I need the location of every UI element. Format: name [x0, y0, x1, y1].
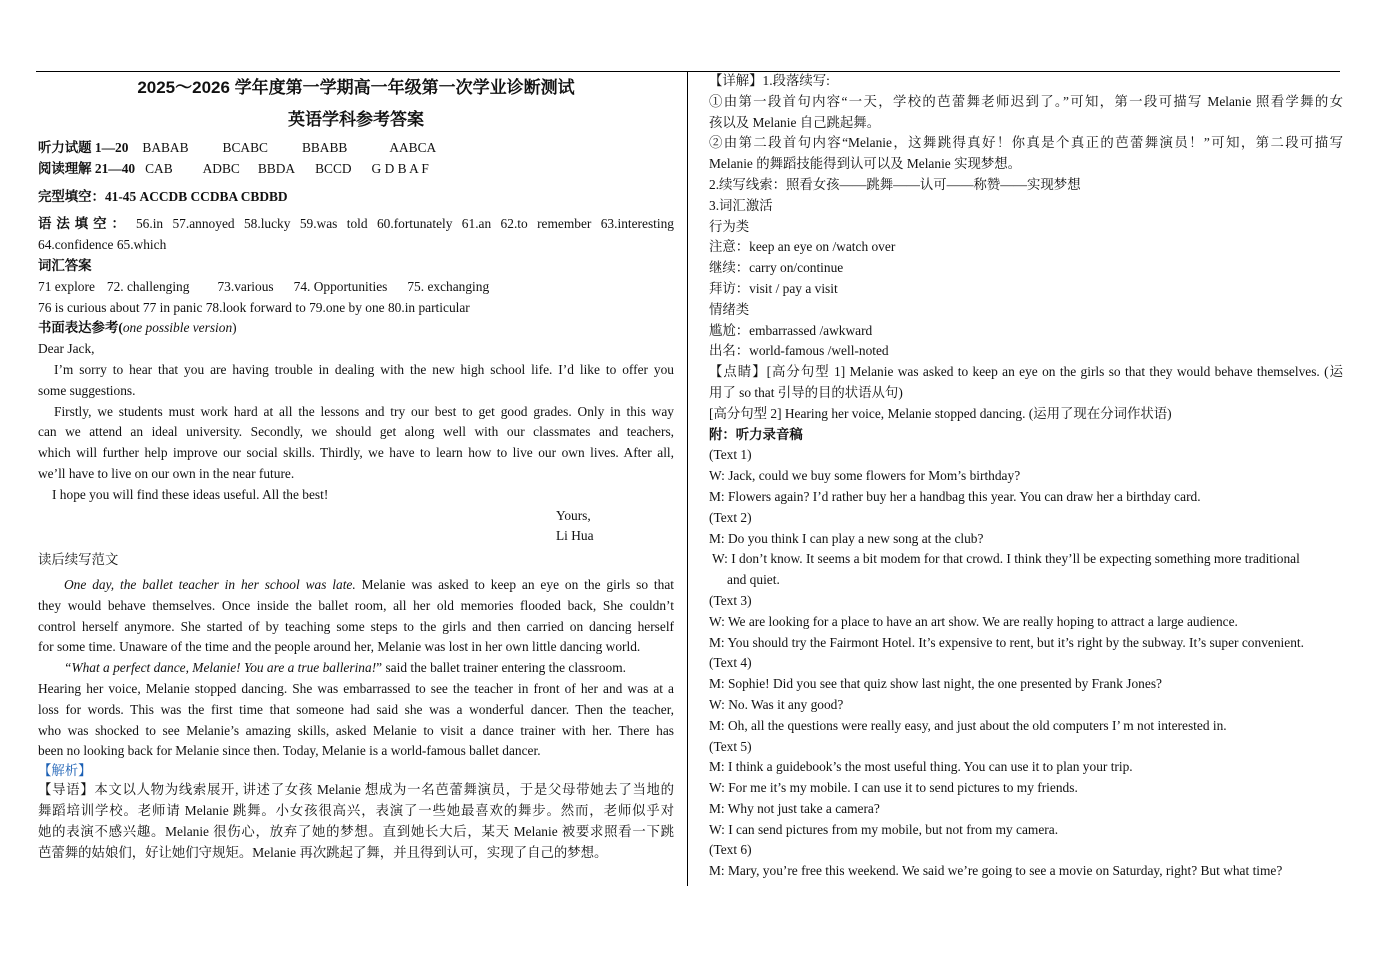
letter-salutation: Dear Jack, [38, 341, 95, 357]
analysis-label: 【解析】 [38, 763, 92, 779]
detail-line: 注意：keep an eye on /watch over [709, 239, 896, 255]
transcript-line: M: You should try the Fairmont Hotel. It’s expensive to rent, but it’s right by the subway. It’s super convenient. [709, 634, 1304, 650]
detail-line: 【详解】1.段落续写: [709, 73, 830, 88]
transcript-line: (Text 3) [709, 592, 752, 608]
guide-line: 芭蕾舞的姑娘们，好让她们守规矩。Melanie 再次跳起了舞，并且得到认可，实现了自己的梦想。 [38, 844, 608, 860]
letter-line: Firstly, we students must work hard at all the lessons and try our best to get good grades. Only in this way [54, 403, 674, 419]
vocab-item: 75. exchanging [407, 278, 490, 294]
guide-line: 舞蹈培训学校。老师请 Melanie 跳舞。小女孩很高兴，表演了一些她最喜欢的舞步。然而，老师似乎对 [38, 802, 674, 818]
writing-label-italic: one possible version [122, 320, 233, 336]
story-line: Hearing her voice, Melanie stopped dancing. She was embarrassed to see the teacher in front of her and was at a [38, 680, 674, 696]
story-line: been no looking back for Melanie since then. Today, Melanie is a world-famous ballet dancer. [38, 743, 541, 759]
letter-signature: Li Hua [556, 528, 594, 544]
detail-line: 尴尬：embarrassed /awkward [709, 322, 873, 338]
reading-label: 阅读理解 21—40 [38, 160, 136, 176]
grammar-label: 语法填空： [38, 216, 130, 232]
letter-line: we’ll have to live on our own in the near future. [38, 465, 295, 481]
vocab-item: 71 explore [38, 278, 95, 294]
reading-group: ADBC [202, 160, 240, 176]
letter-line: which will further help improve our social skills. Thirdly, we have to learn how to live our own lives. After all, [38, 445, 674, 461]
listening-group: BCABC [222, 140, 268, 155]
detail-line: 2.续写线索：照看女孩——跳舞——认可——称赞——实现梦想 [709, 176, 1081, 192]
highlight-line: 用了 so that 引导的目的状语从句) [709, 384, 903, 400]
detail-line: 继续：carry on/continue [709, 260, 844, 276]
page-title: 2025～2026 学年度第一学期高一年级第一次学业诊断测试 [137, 78, 575, 97]
letter-line: I’m sorry to hear that you are having trouble in dealing with the new high school life. I’d like to offer you [54, 361, 674, 377]
reading-group: BBDA [257, 160, 296, 176]
reading-answers [38, 159, 674, 180]
transcript-line: W: For me it’s my mobile. I can use it to send pictures to my friends. [709, 780, 1078, 796]
letter-line: some suggestions. [38, 382, 136, 398]
highlight-line: 【点睛】[高分句型 1] Melanie was asked to keep an eye on the girls so that they would behave themselves. (运 [709, 364, 1343, 380]
letter-closing: Yours, [556, 507, 591, 523]
detail-line: 3.词汇激活 [709, 197, 773, 213]
letter-line: I hope you will find these ideas useful. All the best! [52, 486, 329, 502]
transcript-line: M: Mary, you’re free this weekend. We said we’re going to see a movie on Saturday, right? But what time? [709, 863, 1283, 879]
vocab-line-1 [38, 277, 674, 298]
letter-line: can we attend an ideal university. Secondly, we should get along well with our classmates and teachers, [38, 424, 674, 440]
reading-group: CAB [145, 160, 173, 176]
detail-line: 情绪类 [709, 301, 750, 317]
grammar-answers [38, 214, 674, 235]
writing-label-end: ) [232, 320, 237, 336]
column-divider [687, 72, 688, 886]
listening-group: BABAB [142, 140, 189, 155]
transcript-line: (Text 6) [709, 842, 752, 858]
story-italic: “What a perfect dance, Melanie! You are a true ballerina! [64, 660, 377, 676]
transcript-line: (Text 1) [709, 447, 752, 463]
story-italic: One day, the ballet teacher in her school was late. [64, 576, 356, 592]
vocab-item: 73.various [217, 278, 274, 294]
listening-group: BBABB [301, 140, 348, 155]
story-line: who was shocked to see Melanie’s amazing skills, asked Melanie to visit a dance trainer with her. There has [38, 722, 674, 738]
detail-line: 出名：world-famous /well-noted [709, 343, 889, 359]
vocab-line-2: 76 is curious about 77 in panic 78.look forward to 79.one by one 80.in particular [38, 299, 470, 315]
continuation-label: 读后续写范文 [38, 552, 119, 568]
transcript-line: M: Do you think I can play a new song at the club? [709, 530, 984, 546]
left-column [38, 76, 674, 863]
story-line: loss for words. This was the first time that someone had said she was a wonderful dancer. Then the teacher, [38, 701, 674, 717]
story-line [38, 575, 674, 596]
vocab-item: 72. challenging [106, 278, 190, 294]
grammar-line-1: 56.in 57.annoyed 58.lucky 59.was told 60.fortunately 61.an 62.to remember 63.interesting [135, 216, 674, 232]
transcript-label: 附：听力录音稿 [709, 426, 803, 442]
highlight-line: [高分句型 2] Hearing her voice, Melanie stopped dancing. (运用了现在分词作状语) [709, 405, 1172, 421]
story-line: for some time. Unaware of the time and the people around her, Melanie was lost in her own little dancing world. [38, 639, 641, 655]
grammar-line-2: 64.confidence 65.which [38, 237, 167, 253]
detail-line: 行为类 [709, 218, 750, 234]
story-line: they would behave themselves. Once inside the ballet room, all her old memories flooded back, She couldn’t [38, 597, 674, 613]
transcript-line: M: Why not just take a camera? [709, 800, 880, 816]
story-text: ” said the ballet trainer entering the classroom. [376, 660, 627, 676]
transcript-line: W: Jack, could we buy some flowers for Mom’s birthday? [709, 468, 1021, 484]
story-line: control herself anymore. She started of by teaching some steps to the girls and then carried on dancing herself [38, 618, 674, 634]
transcript-line: and quiet. [727, 572, 780, 588]
detail-line: ②由第二段首句内容“Melanie，这舞跳得真好！你真是个真正的芭蕾舞演员！”可知，第二段可描写 [709, 135, 1343, 151]
page-subtitle: 英语学科参考答案 [288, 110, 424, 129]
transcript-line: (Text 5) [709, 738, 752, 754]
listening-label: 听力试题 1—20 [38, 140, 129, 155]
vocab-item: 74. Opportunities [293, 278, 388, 294]
story-text: Melanie was asked to keep an eye on the girls so that [355, 576, 674, 592]
transcript-line: M: I think a guidebook’s the most useful thing. You can use it to plan your trip. [709, 759, 1133, 775]
transcript-line: M: Flowers again? I’d rather buy her a handbag this year. You can draw her a birthday card. [709, 488, 1201, 504]
cloze-answers: 完型填空：41-45 ACCDB CCDBA CBDBD [38, 188, 288, 204]
transcript-line: (Text 4) [709, 655, 752, 671]
detail-line: 孩以及 Melanie 自己跳起舞。 [709, 114, 881, 130]
transcript-line: M: Oh, all the questions were really easy, and just about the old computers I’ m not interested in. [709, 717, 1227, 733]
transcript-line: (Text 2) [709, 509, 752, 525]
transcript-line: W: I can send pictures from my mobile, but not from my camera. [709, 821, 1059, 837]
guide-line: 【导语】本文以人物为线索展开, 讲述了女孩 Melanie 想成为一名芭蕾舞演员，于是父母带她去了当地的 [38, 782, 674, 798]
reading-group: G D B A F [371, 160, 429, 176]
transcript-line: W: No. Was it any good? [709, 696, 844, 712]
listening-answers [38, 138, 674, 159]
detail-line: 拜访：visit / pay a visit [709, 280, 838, 296]
detail-line: ①由第一段首句内容“一天，学校的芭蕾舞老师迟到了。”可知，第一段可描写 Melanie 照看学舞的女 [709, 93, 1343, 109]
right-column [709, 71, 1343, 882]
transcript-line: W: We are looking for a place to have an art show. We are really hoping to attract a large audience. [709, 613, 1238, 629]
detail-line: Melanie 的舞蹈技能得到认可以及 Melanie 实现梦想。 [709, 156, 1022, 172]
transcript-line: M: Sophie! Did you see that quiz show last night, the one presented by Frank Jones? [709, 676, 1162, 692]
listening-group: AABCA [389, 140, 437, 155]
reading-group: BCCD [315, 160, 352, 176]
writing-label [38, 318, 674, 339]
transcript-line: W: I don’t know. It seems a bit modem for that crowd. I think they’ll be expecting something more traditional [712, 551, 1300, 567]
writing-label-text: 书面表达参考( [38, 320, 123, 336]
story-line [38, 658, 674, 679]
vocab-label: 词汇答案 [38, 257, 92, 273]
guide-line: 她的表演不感兴趣。Melanie 很伤心，放弃了她的梦想。直到她长大后，某天 Melanie 被要求照看一下跳 [38, 823, 674, 839]
